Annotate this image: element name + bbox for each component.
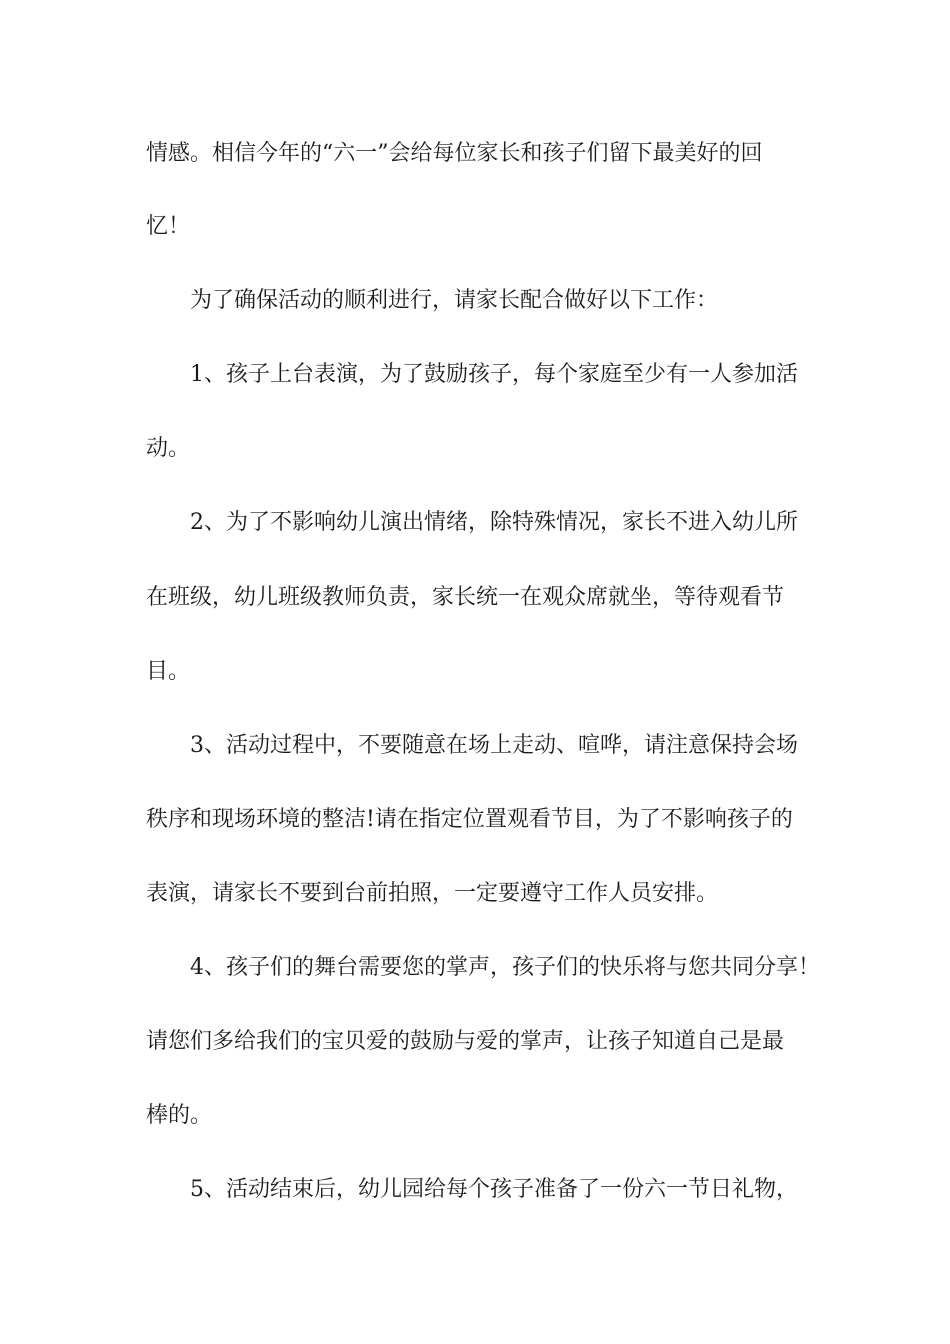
text-line-2: 忆！ (146, 214, 191, 239)
text-line-1: 情感。相信今年的“六一”会给每位家长和孩子们留下最美好的回 (146, 141, 763, 166)
item-5-line-1: 5、活动结束后，幼儿园给每个孩子准备了一份六一节日礼物， (190, 1177, 798, 1202)
item-2-line-2: 在班级，幼儿班级教师负责，家长统一在观众席就坐，等待观看节 (146, 585, 785, 610)
item-1-line-2: 动。 (146, 436, 191, 461)
item-2-line-1: 2、为了不影响幼儿演出情绪，除特殊情况，家长不进入幼儿所 (190, 510, 798, 535)
item-4-line-1: 4、孩子们的舞台需要您的掌声，孩子们的快乐将与您共同分享！ (190, 955, 820, 980)
item-4-line-2: 请您们多给我们的宝贝爱的鼓励与爱的掌声，让孩子知道自己是最 (146, 1029, 785, 1054)
item-3-line-2: 秩序和现场环境的整洁!请在指定位置观看节目，为了不影响孩子的 (146, 807, 793, 832)
item-3-line-3: 表演，请家长不要到台前拍照，一定要遵守工作人员安排。 (146, 881, 719, 906)
item-2-line-3: 目。 (146, 659, 191, 684)
item-3-line-1: 3、活动过程中，不要随意在场上走动、喧哗，请注意保持会场 (190, 733, 798, 758)
item-1-line-1: 1、孩子上台表演，为了鼓励孩子，每个家庭至少有一人参加活 (190, 362, 798, 387)
item-4-line-3: 棒的。 (146, 1103, 213, 1128)
paragraph-intro: 为了确保活动的顺利进行，请家长配合做好以下工作： (190, 288, 719, 313)
